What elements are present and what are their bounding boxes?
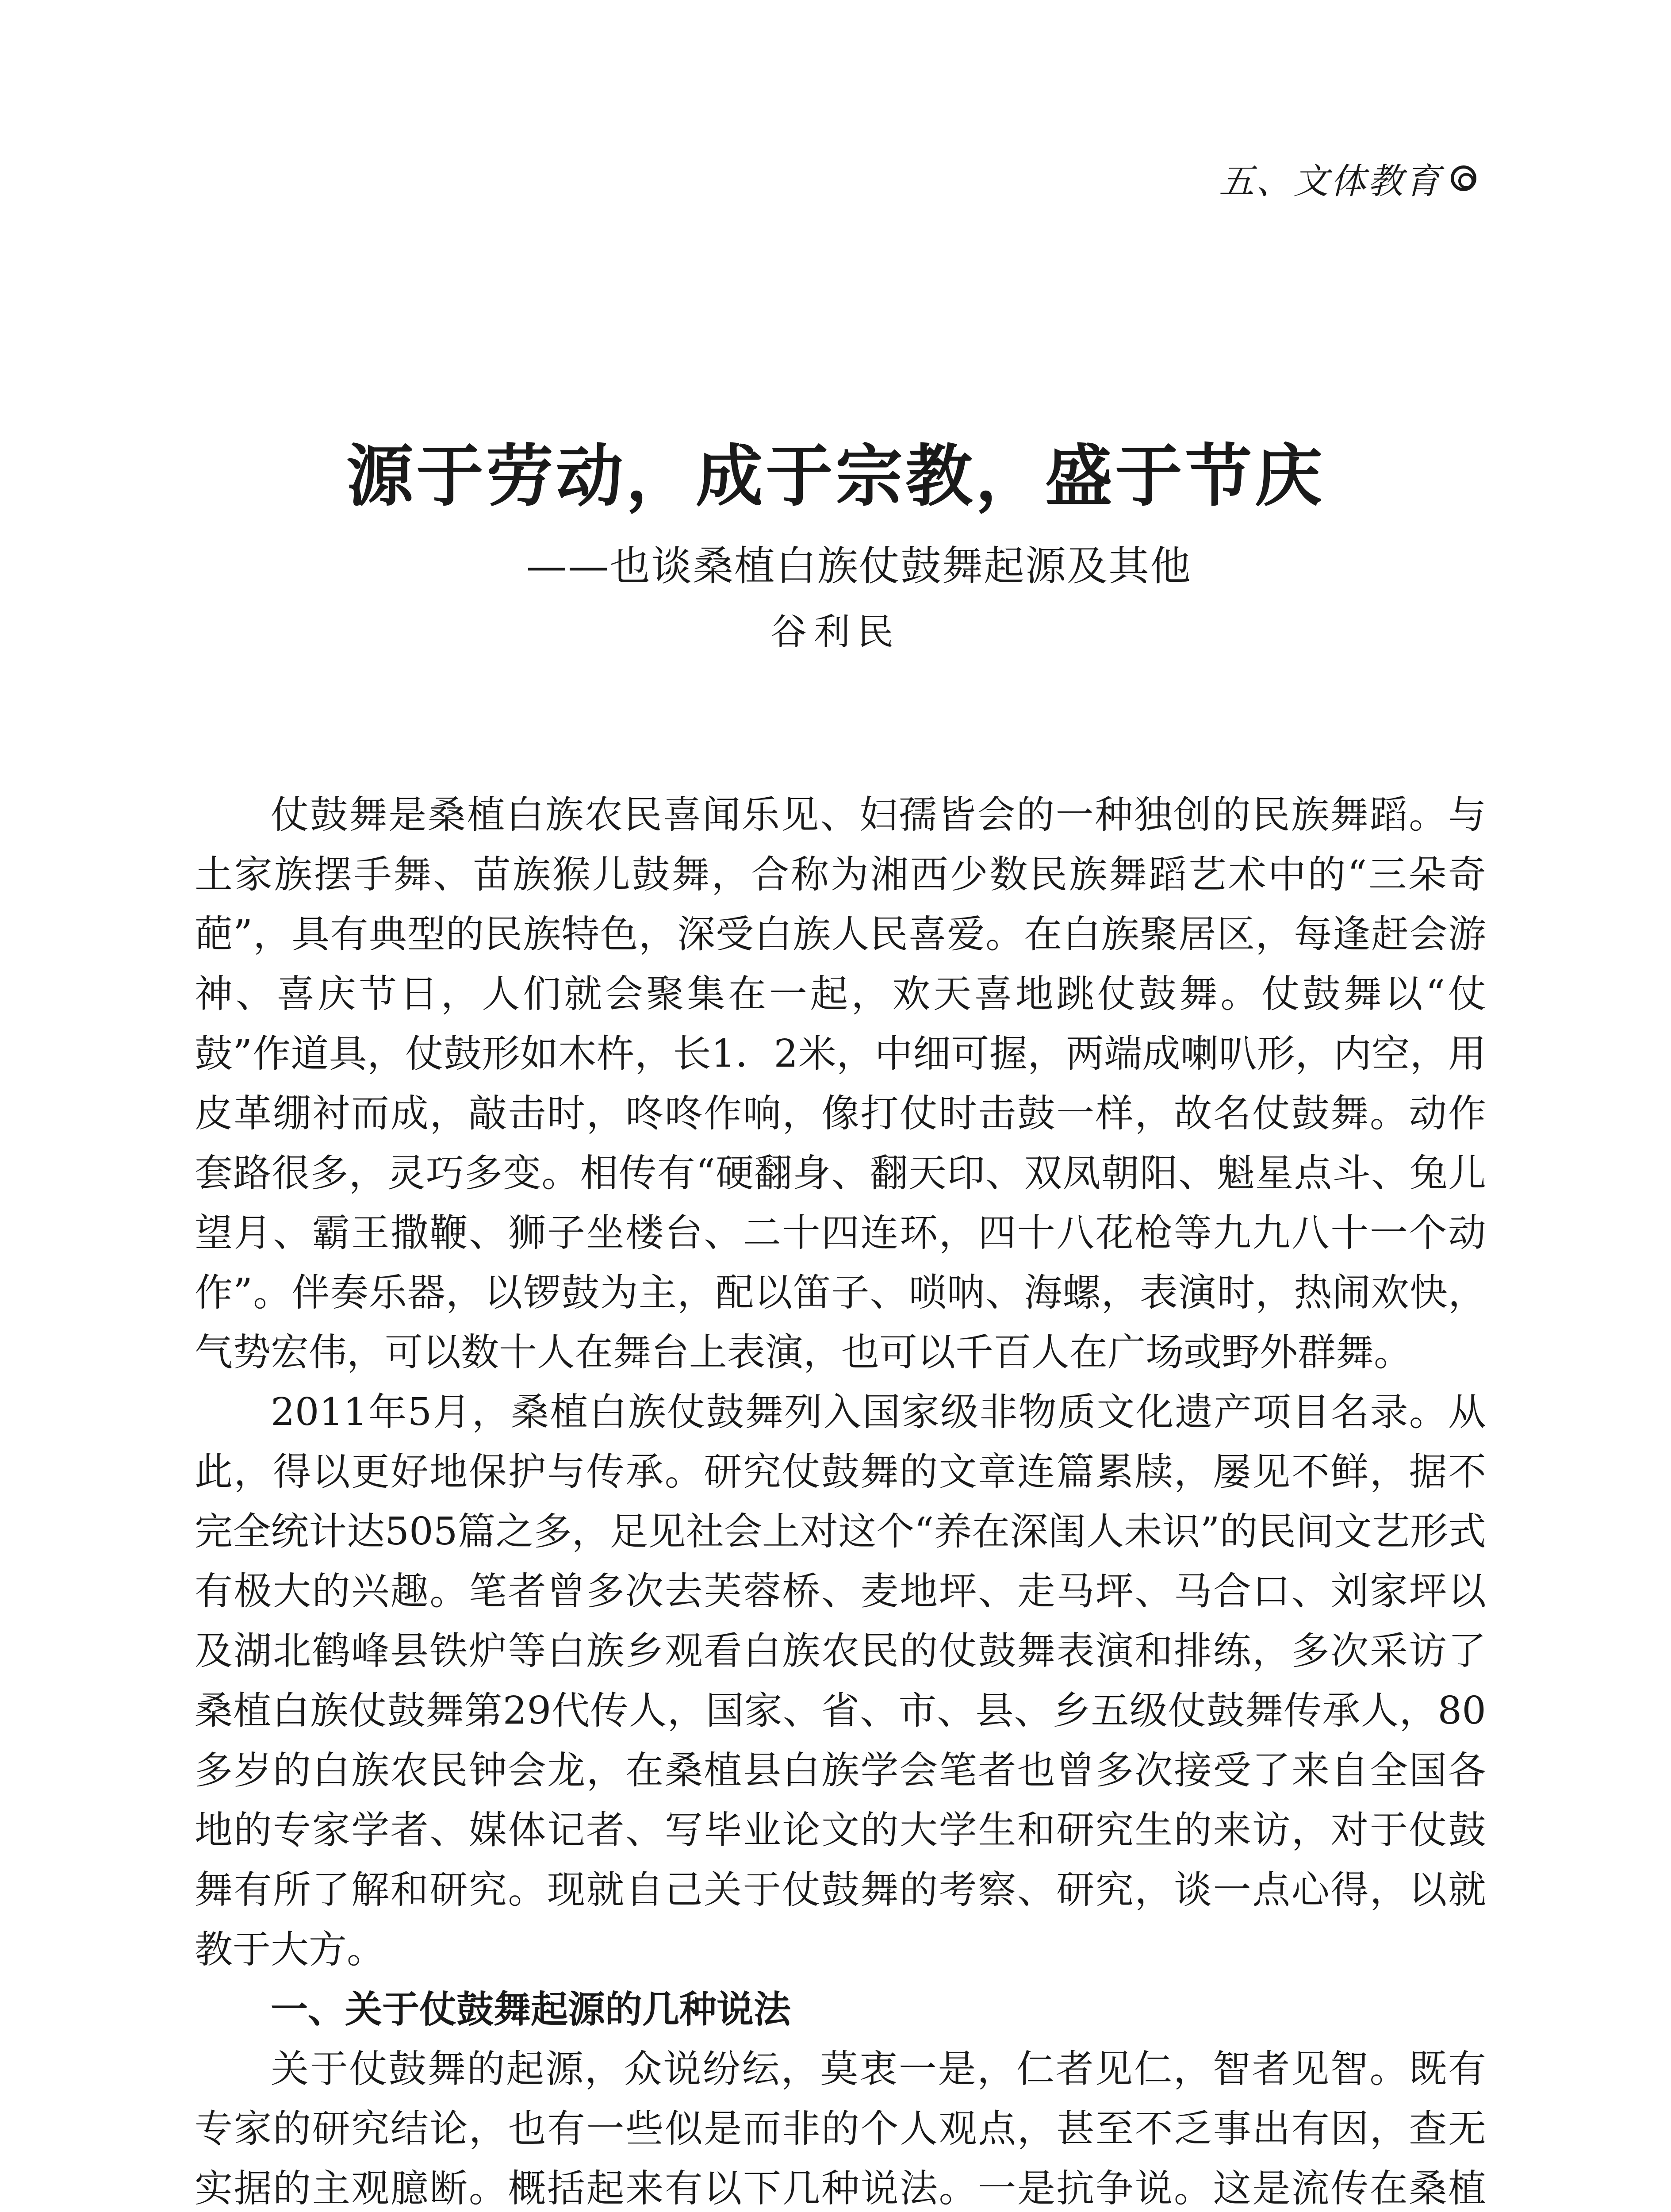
article-author: 谷利民	[770, 611, 901, 653]
paragraph-3: 关于仗鼓舞的起源，众说纷纭，莫衷一是，仁者见仁，智者见智。既有专家的研究结论，也有一些似是而非的个人观点，甚至不乏事出有因，查无实据的主观臆断。概括起来有以下几种说法。一是抗争说。这是流传在桑植	[195, 2047, 1486, 2211]
paragraph-2: 2011年5月，桑植白族仗鼓舞列入国家级非物质文化遗产项目名录。从此，得以更好地保护与传承。研究仗鼓舞的文章连篇累牍，屡见不鲜，据不完全统计达505篇之多，足见社会上对这个“养在深闺人未识”的民间文艺形式有极大的兴趣。笔者曾多次去芙蓉桥、麦地坪、走马坪、马合口、刘家坪以及湖北鹤峰县铁炉等白族乡观看白族农民的仗鼓舞表演和排练，多次采访了桑植白族仗鼓舞第29代传人，国家、省、市、县、乡五级仗鼓舞传承人，80多岁的白族农民钟会龙，在桑植县白族学会笔者也曾多次接受了来自全国各地的专家学者、媒体记者、写毕业论文的大学生和研究生的来访，对于仗鼓舞有所了解和研究。现就自己关于仗鼓舞的考察、研究，谈一点心得，以就教于大方。	[195, 1390, 1486, 1972]
article-title: 源于劳动，成于宗教，盛于节庆	[346, 436, 1325, 515]
running-header	[1219, 153, 1476, 204]
paragraph-1: 仗鼓舞是桑植白族农民喜闻乐见、妇孺皆会的一种独创的民族舞蹈。与土家族摆手舞、苗族猴儿鼓舞，合称为湘西少数民族舞蹈艺术中的“三朵奇葩”，具有典型的民族特色，深受白族人民喜爱。在白族聚居区，每逢赶会游神、喜庆节日，人们就会聚集在一起，欢天喜地跳仗鼓舞。仗鼓舞以“仗鼓”作道具，仗鼓形如木杵，长1．2米，中细可握，两端成喇叭形，内空，用皮革绷衬而成，敲击时，咚咚作响，像打仗时击鼓一样，故名仗鼓舞。动作套路很多，灵巧多变。相传有“硬翻身、翻天印、双凤朝阳、魁星点斗、兔儿望月、霸王撒鞭、狮子坐楼台、二十四连环，四十八花枪等九九八十一个动作”。伴奏乐器，以锣鼓为主，配以笛子、唢呐、海螺，表演时，热闹欢快，气势宏伟，可以数十人在舞台上表演，也可以千百人在广场或野外群舞。	[195, 793, 1486, 1375]
double-circle-icon	[1451, 165, 1476, 191]
section-label: 五、文体教育	[1219, 161, 1442, 202]
section-heading: 一、关于仗鼓舞起源的几种说法	[271, 1988, 791, 2031]
article-body	[195, 785, 1486, 2212]
article-subtitle: ——也谈桑植白族仗鼓舞起源及其他	[526, 542, 1192, 590]
